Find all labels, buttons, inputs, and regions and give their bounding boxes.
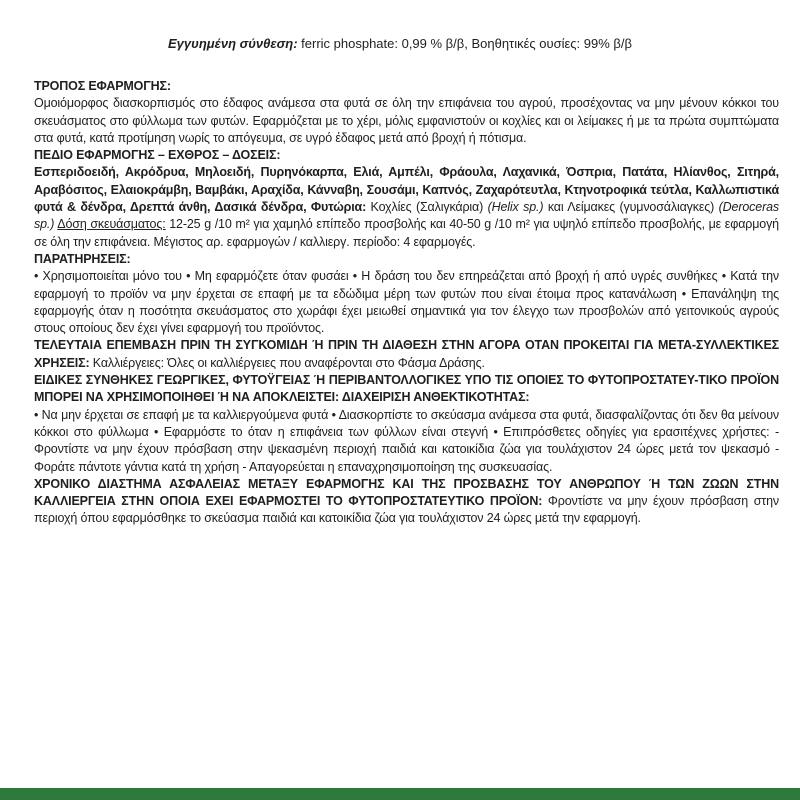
safety-interval-heading: ΧΡΟΝΙΚΟ ΔΙΑΣΤΗΜΑ ΑΣΦΑΛΕΙΑΣ ΜΕΤΑΞΥ ΕΦΑΡΜΟΓΗΣ ΚΑΙ ΤΗΣ ΠΡΟΣΒΑΣΗΣ ΤΟΥ ΑΝΘΡΩΠΟΥ Ή ΤΩΝ ΖΩΩΝ ΣΤΗΝ ΚΑΛΛΙΕΡΓΕΙΑ ΣΤΗΝ ΟΠΟΙΑ ΕΧΕΙ ΕΦΑΡΜΟΣΤΕΙ ΤΟ ΦΥΤΟΠΡΟΣΤΑΤΕΥΤΙΚΟ ΠΡΟΪΟΝ:	[34, 476, 779, 509]
composition-value: ferric phosphate: 0,99 % β/β, Βοηθητικές ουσίες: 99% β/β	[297, 36, 632, 51]
safety-interval-text: Φροντίστε να μην έχουν πρόσβαση στην περιοχή όπου εφαρμόσθηκε το σκεύασμα παιδιά και κατοικίδια ζώα για τουλάχιστον 24 ώρες μετά την εφαρμογή.	[34, 494, 779, 526]
guaranteed-composition	[0, 36, 800, 51]
dose-label: Δόση σκευάσματος:	[57, 217, 166, 232]
pests-text-2: και Λείμακες (γυμνοσάλιαγκες)	[543, 200, 719, 215]
dose-text: 12-25 g /10 m² για χαμηλό επίπεδο προσβολής και 40-50 g /10 m² για υψηλό επίπεδο προσβολής, με εφαρμογή σε όλη την επιφάνεια. Μέγιστος αρ. εφαρμογών / καλλιεργ. περίοδο: 4 εφαρμογές.	[34, 217, 779, 249]
resistance-heading: ΔΙΑΧΕΙΡΙΣΗ ΑΝΘΕΚΤΙΚΟΤΗΤΑΣ:	[339, 390, 530, 405]
application-text: Ομοιόμορφος διασκορπισμός στο έδαφος ανάμεσα στα φυτά σε όλη την επιφάνεια του αγρού, προσέχοντας να μην μένουν κόκκοι του σκευάσματος στο φύλλωμα των φυτών. Εφαρμόζεται με το χέρι, μόλις εμφανιστούν οι κοχλίες και οι λείμακες ή με τα πρώτα συμπτώματα στα φυτά, κατά προτίμηση νωρίς το απόγευμα, σε υγρό έδαφος μετά από βροχή ή πότισμα.	[34, 96, 779, 145]
last-intervention-heading: ΤΕΛΕΥΤΑΙΑ ΕΠΕΜΒΑΣΗ ΠΡΙΝ ΤΗ ΣΥΓΚΟΜΙΔΗ Ή ΠΡΙΝ ΤΗ ΔΙΑΘΕΣΗ ΣΤΗΝ ΑΓΟΡΑ ΟΤΑΝ ΠΡΟΚΕΙΤΑΙ ΓΙΑ ΜΕΤΑ-ΣΥΛΛΕΚΤΙΚΕΣ ΧΡΗΣΕΙΣ:	[34, 338, 779, 370]
field-paragraph	[34, 164, 779, 250]
last-intervention	[34, 337, 779, 372]
remarks-text: • Χρησιμοποιείται μόνο του • Μη εφαρμόζετε όταν φυσάει • Η δράση του δεν επηρεάζεται από βροχή ή από υγρές συνθήκες • Κατά την εφαρμογή το προϊόν να μην έρχεται σε επαφή με τα εδώδιμα μέρη των φυτών που είναι έτοιμα προς κατανάλωση • Επανάληψη της εφαρμογής όταν η ποσότητα σκευάσματος στο χωράφι έχει μειωθεί σημαντικά για τον έλεγχο των προσβολών από γειτονικούς αγρούς στους οποίους δεν έχει γίνει εφαρμογή του προϊόντος.	[34, 269, 779, 336]
special-conditions	[34, 372, 779, 407]
pests-deroceras: (Deroceras sp.)	[34, 200, 779, 232]
application-heading: ΤΡΟΠΟΣ ΕΦΑΡΜΟΓΗΣ:	[34, 79, 171, 93]
remarks-heading: ΠΑΡΑΤΗΡΗΣΕΙΣ:	[34, 251, 131, 266]
field-heading: ΠΕΔΙΟ ΕΦΑΡΜΟΓΗΣ – ΕΧΘΡΟΣ – ΔΟΣΕΙΣ:	[34, 148, 281, 163]
bottom-color-band	[0, 788, 800, 800]
special-conditions-text: • Να μην έρχεται σε επαφή με τα καλλιεργούμενα φυτά • Διασκορπίστε το σκεύασμα ανάμεσα στα φυτά, διασφαλίζοντας ότι δεν θα μείνουν κόκκοι στο φύλλωμα • Εφαρμόστε το όταν η επιφάνεια των φύλλων είναι στεγνή • Επιπρόσθετες οδηγίες για ερασιτέχνες χρήστες: - Φροντίστε να μην έχουν πρόσβαση στην ψεκασμένη περιοχή παιδιά και κατοικίδια ζώα για τουλάχιστον 24 ώρες μετά τον ψεκασμό - Φοράτε πάντοτε γάντια κατά τη χρήση - Απαγορεύεται η επαναχρησιμοποίηση της συσκευασίας.	[34, 407, 779, 474]
pests-text-1: Κοχλίες (Σαλιγκάρια)	[366, 200, 488, 215]
safety-interval	[34, 476, 779, 528]
pests-helix: (Helix sp.)	[487, 200, 544, 215]
last-intervention-text: Καλλιέργειες: Όλες οι καλλιέργειες που αναφέρονται στο Φάσμα Δράσης.	[89, 355, 485, 370]
special-conditions-heading: ΕΙΔΙΚΕΣ ΣΥΝΘΗΚΕΣ ΓΕΩΡΓΙΚΕΣ, ΦΥΤΟΫΓΕΙΑΣ Ή ΠΕΡΙΒΑΝΤΟΛΛΟΓΙΚΕΣ ΥΠΟ ΤΙΣ ΟΠΟΙΕΣ ΤΟ ΦΥΤΟΠΡΟΣΤΑΤΕΥ-ΤΙΚΟ ΠΡΟΪΟΝ ΜΠΟΡΕΙ ΝΑ ΧΡΗΣΙΜΟΠΟΙΗΘΕΙ Ή ΝΑ ΑΠΟΚΛΕΙΣΤΕΙ:	[34, 373, 779, 405]
composition-label: Εγγυημένη σύνθεση:	[168, 36, 298, 51]
label-body	[34, 78, 779, 528]
crops-list: Εσπεριδοειδή, Ακρόδρυα, Μηλοειδή, Πυρηνόκαρπα, Ελιά, Αμπέλι, Φράουλα, Λαχανικά, Όσπρια, Πατάτα, Ηλίανθος, Σιτηρά, Αραβόσιτος, Ελαιοκράμβη, Βαμβάκι, Αραχίδα, Κάνναβη, Σουσάμι, Καπνός, Ζαχαρότευτλα, Κτηνοτροφικά τεύτλα, Καλλωπιστικά φυτά & δένδρα, Δρεπτά άνθη, Δασικά δένδρα, Φυτώρια:	[34, 165, 779, 215]
